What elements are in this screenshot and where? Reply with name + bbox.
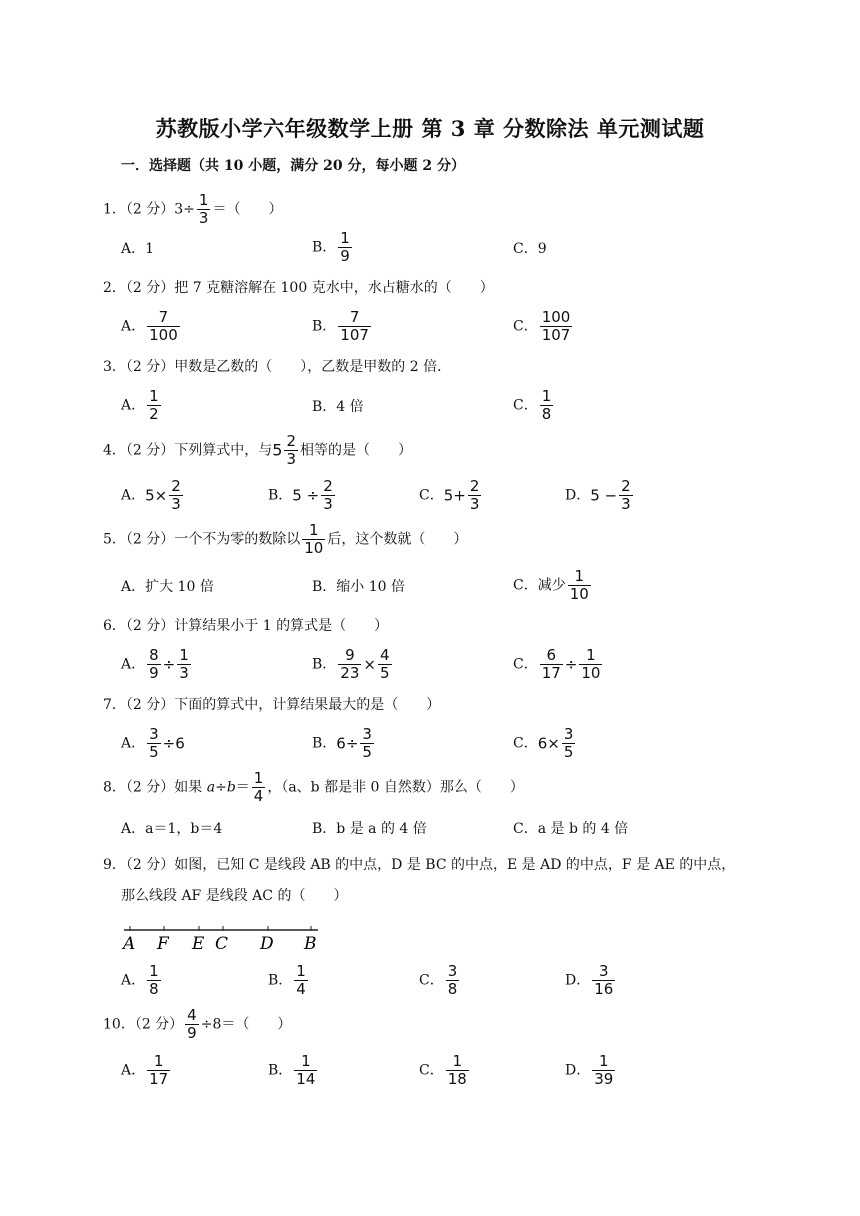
- q6-option-b: B． $\frac{9}{23}$ × $\frac{4}{5}$: [312, 646, 390, 682]
- q7-option-c: C．6× $\frac{3}{5}$: [513, 725, 574, 761]
- question-4: 4．（2 分）下列算式中，与5 $\frac{2}{3}$ 相等的是（ ）: [103, 432, 412, 468]
- q6-option-c: C． $\frac{6}{17}$ ÷ $\frac{1}{10}$: [513, 646, 601, 682]
- q9-option-a: A． $\frac{1}{8}$: [121, 962, 159, 998]
- q8-option-a: A．a＝1，b＝4: [121, 821, 223, 837]
- q5-option-c: C．减少 $\frac{1}{10}$: [513, 567, 589, 603]
- point-label: C: [215, 934, 229, 954]
- q1-option-a: A．1: [121, 241, 155, 257]
- q8-option-c: C．a 是 b 的 4 倍: [513, 821, 629, 837]
- question-1: 1．（2 分）3÷ $\frac{1}{3}$ ＝（ ）: [103, 191, 283, 227]
- point-label: A: [123, 934, 136, 954]
- q9-option-b: B． $\frac{1}{4}$: [268, 962, 306, 998]
- point-label: E: [192, 934, 205, 954]
- q1-option-b: B． $\frac{1}{9}$: [312, 229, 350, 265]
- q3-option-b: B．4 倍: [312, 399, 364, 415]
- question-8: 8．（2 分）如果 a÷b＝ $\frac{1}{4}$ ，（a、b 都是非 0 自然数）那么（ ）: [103, 769, 524, 805]
- q10-option-a: A． $\frac{1}{17}$: [121, 1052, 169, 1088]
- q4-option-c: C．5+ $\frac{2}{3}$: [419, 477, 480, 513]
- q2-option-c: C． $\frac{100}{107}$: [513, 308, 571, 344]
- q7-option-a: A． $\frac{3}{5}$ ÷6: [121, 725, 185, 761]
- point-label: D: [260, 934, 274, 954]
- q4-option-a: A．5× $\frac{2}{3}$: [121, 477, 181, 513]
- q10-option-c: C． $\frac{1}{18}$: [419, 1052, 467, 1088]
- q5-option-a: A．扩大 10 倍: [121, 579, 214, 595]
- q2-option-a: A． $\frac{7}{100}$: [121, 308, 178, 344]
- q5-option-b: B．缩小 10 倍: [312, 579, 406, 595]
- q9-option-c: C． $\frac{3}{8}$: [419, 962, 458, 998]
- q8-option-b: B．b 是 a 的 4 倍: [312, 821, 427, 837]
- fraction: $\frac{1}{3}$: [198, 191, 209, 227]
- q4-option-b: B．5 ÷ $\frac{2}{3}$: [268, 477, 333, 513]
- q6-option-a: A． $\frac{8}{9}$ ÷ $\frac{1}{3}$: [121, 646, 189, 682]
- question-2: 2．（2 分）把 7 克糖溶解在 100 克水中，水占糖水的（ ）: [103, 280, 494, 296]
- q9-option-d: D． $\frac{3}{16}$: [565, 962, 614, 998]
- q3-option-c: C． $\frac{1}{8}$: [513, 387, 552, 423]
- question-9-line2: 那么线段 AF 是线段 AC 的（ ）: [121, 888, 348, 904]
- point-label: F: [157, 934, 169, 954]
- q10-option-d: D． $\frac{1}{39}$: [565, 1052, 614, 1088]
- q1-option-c: C．9: [513, 241, 547, 257]
- question-3: 3．（2 分）甲数是乙数的（ ），乙数是甲数的 2 倍．: [103, 359, 452, 375]
- q4-option-d: D．5 − $\frac{2}{3}$: [565, 477, 631, 513]
- question-7: 7．（2 分）下面的算式中，计算结果最大的是（ ）: [103, 697, 441, 713]
- q10-option-b: B． $\frac{1}{14}$: [268, 1052, 316, 1088]
- q7-option-b: B．6÷ $\frac{3}{5}$: [312, 725, 372, 761]
- q2-option-b: B． $\frac{7}{107}$: [312, 308, 369, 344]
- question-9-line1: 9．（2 分）如图，已知 C 是线段 AB 的中点，D 是 BC 的中点，E 是 AD 的中点，F 是 AE 的中点，: [103, 857, 736, 873]
- page-title: 苏教版小学六年级数学上册 第 3 章 分数除法 单元测试题: [155, 116, 705, 141]
- point-label: B: [304, 934, 317, 954]
- question-6: 6．（2 分）计算结果小于 1 的算式是（ ）: [103, 618, 389, 634]
- line-segment-diagram: [120, 922, 330, 954]
- question-5: 5．（2 分）一个不为零的数除以 $\frac{1}{10}$ 后，这个数就（ ）: [103, 521, 468, 557]
- question-10: 10．（2 分） $\frac{4}{9}$ ÷8＝（ ）: [103, 1006, 292, 1042]
- q3-option-a: A． $\frac{1}{2}$: [121, 387, 159, 423]
- section-heading: 一．选择题（共 10 小题，满分 20 分，每小题 2 分）: [121, 158, 465, 174]
